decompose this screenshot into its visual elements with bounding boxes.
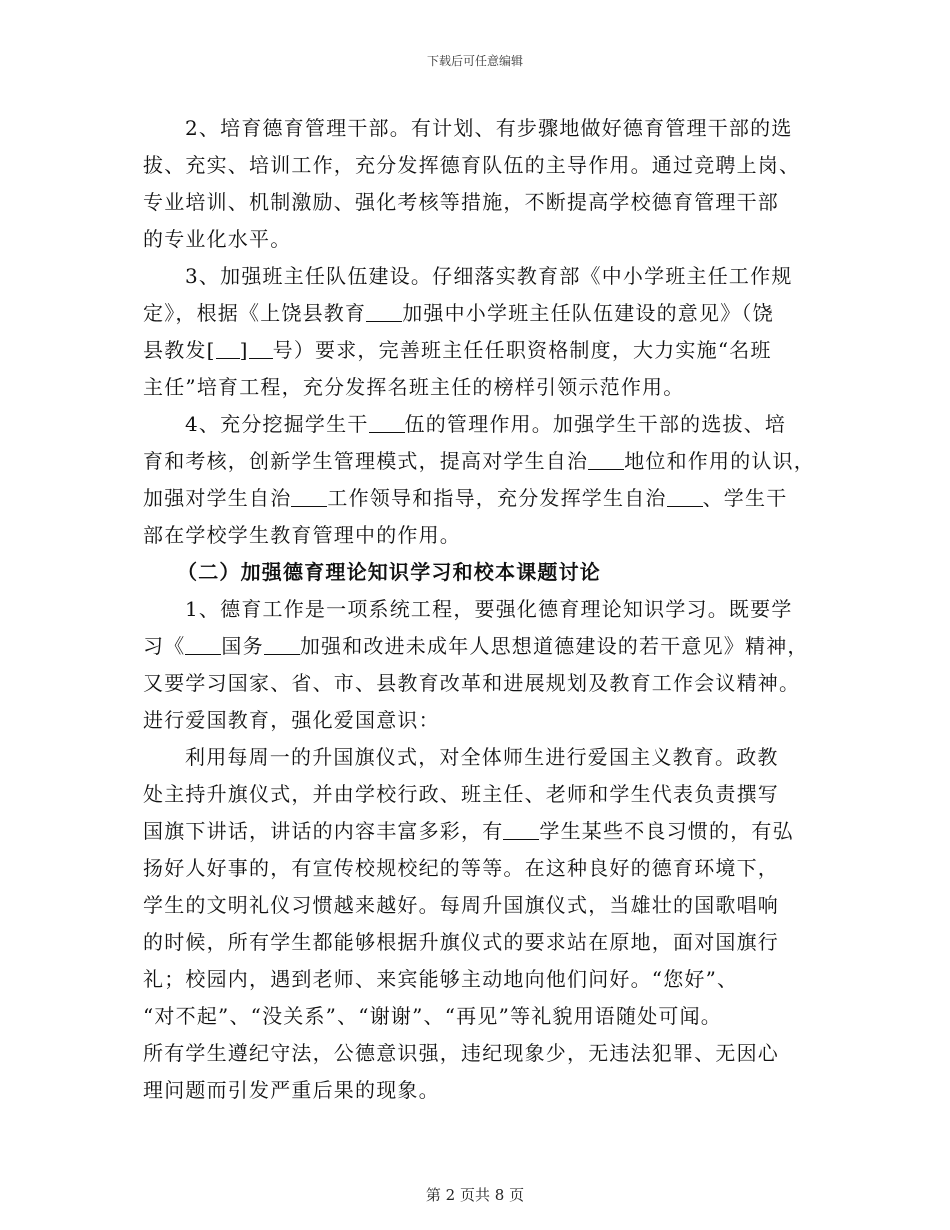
- paragraph-line: 部在学校学生教育管理中的作用。: [143, 523, 461, 547]
- paragraph-line: 育和考核，创新学生管理模式，提高对学生自治 地位和作用的认识，: [143, 449, 816, 473]
- paragraph-line: 专业培训、机制激励、强化考核等措施，不断提高学校德育管理干部: [143, 190, 779, 214]
- paragraph-line: 定》，根据《上饶县教育 加强中小学班主任队伍建设的意见》（饶: [143, 301, 774, 325]
- fill-in-blank: [503, 819, 539, 840]
- paragraph-line: 拔、充实、培训工作，充分发挥德育队伍的主导作用。通过竞聘上岗、: [143, 153, 801, 177]
- paragraph-line: 2、培育德育管理干部。有计划、有步骤地做好德育管理干部的选: [185, 116, 793, 140]
- fill-in-blank: [369, 412, 405, 433]
- paragraph-line: “对不起”、“没关系”、“谢谢”、“再见”等礼貌用语随处可闻。: [143, 1004, 722, 1028]
- fill-in-blank: [588, 449, 624, 470]
- fill-in-blank: [264, 634, 300, 655]
- fill-in-blank: [216, 338, 240, 359]
- fill-in-blank: [291, 486, 327, 507]
- paragraph-line: 又要学习国家、省、市、县教育改革和进展规划及教育工作会议精神。: [143, 671, 801, 695]
- fill-in-blank: [249, 338, 273, 359]
- paragraph-line: 3、加强班主任队伍建设。仔细落实教育部《中小学班主任工作规: [185, 264, 793, 288]
- paragraph-line: 县教发[ ] 号）要求，完善班主任任职资格制度，大力实施“名班: [143, 338, 772, 362]
- paragraph-line: 的时候，所有学生都能够根据升旗仪式的要求站在原地，面对国旗行: [143, 930, 779, 954]
- paragraph-line: 所有学生遵纪守法，公德意识强，违纪现象少，无违法犯罪、无因心: [143, 1041, 779, 1065]
- paragraph-line: 礼；校园内，遇到老师、来宾能够主动地向他们问好。“您好”、: [143, 967, 739, 991]
- paragraph-line: 利用每周一的升国旗仪式，对全体师生进行爱国主义教育。政教: [185, 745, 779, 769]
- page-footer: 第 2 页共 8 页: [425, 1186, 525, 1204]
- paragraph-line: 4、充分挖掘学生干 伍的管理作用。加强学生干部的选拔、培: [185, 412, 787, 436]
- section-heading: （二）加强德育理论知识学习和校本课题讨论: [177, 560, 601, 584]
- paragraph-line: 1、德育工作是一项系统工程，要强化德育理论知识学习。既要学: [185, 597, 793, 621]
- paragraph-line: 学生的文明礼仪习惯越来越好。每周升国旗仪式，当雄壮的国歌唱响: [143, 893, 779, 917]
- paragraph-line: 国旗下讲话，讲话的内容丰富多彩，有 学生某些不良习惯的，有弘: [143, 819, 794, 843]
- page-header: 下载后可任意编辑: [426, 54, 523, 68]
- paragraph-line: 习《 国务 加强和改进未成年人思想道德建设的若干意见》精神，: [143, 634, 809, 658]
- paragraph-line: 扬好人好事的，有宣传校规校纪的等等。在这种良好的德育环境下，: [143, 856, 779, 880]
- fill-in-blank: [667, 486, 703, 507]
- paragraph-line: 处主持升旗仪式，并由学校行政、班主任、老师和学生代表负责撰写: [143, 782, 779, 806]
- paragraph-line: 的专业化水平。: [143, 227, 292, 251]
- paragraph-line: 进行爱国教育，强化爱国意识：: [143, 708, 440, 732]
- fill-in-blank: [366, 301, 402, 322]
- paragraph-line: 理问题而引发严重后果的现象。: [143, 1078, 440, 1102]
- fill-in-blank: [185, 634, 221, 655]
- document-body: [143, 110, 823, 1109]
- paragraph-line: 主任”培育工程，充分发挥名班主任的榜样引领示范作用。: [143, 375, 685, 399]
- paragraph-line: 加强对学生自治 工作领导和指导，充分发挥学生自治 、学生干: [143, 486, 788, 510]
